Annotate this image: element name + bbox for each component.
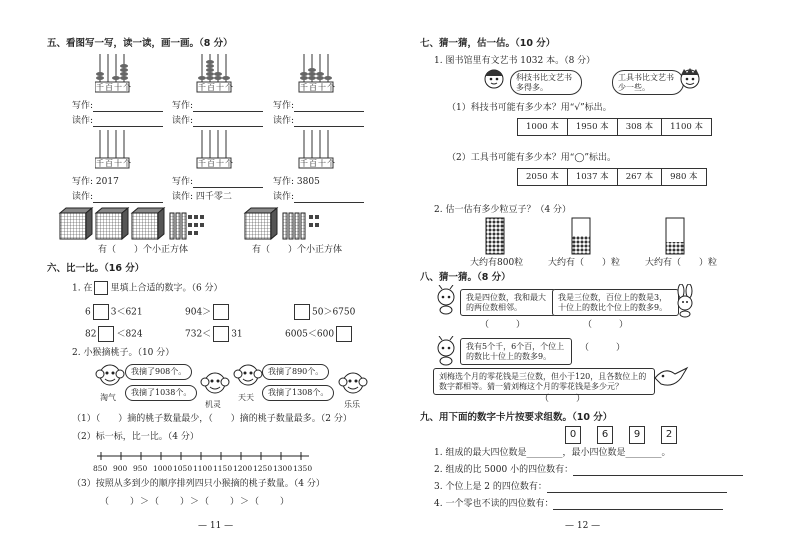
bird-icon bbox=[653, 362, 689, 390]
s6-sub1: （1）（ ）摘的桃子数量最少，（ ）摘的桃子数量最多。（2 分） bbox=[72, 414, 352, 424]
boy-icon bbox=[674, 66, 706, 100]
speech-bubble-4: 我摘了1308个。 bbox=[262, 385, 334, 401]
answer-paren-3: （ ） bbox=[580, 343, 626, 353]
write-row-1: 写作: bbox=[72, 101, 163, 112]
s9-line1: 1. 组成的最大四位数是________，最小四位数是________。 bbox=[434, 448, 671, 458]
number-line-label: 1300 bbox=[273, 464, 293, 473]
speech-bubble-tools: 工具书比文艺书少一些。 bbox=[612, 70, 684, 95]
section9-title: 九、用下面的数字卡片按要求组数。（10 分） bbox=[420, 412, 613, 423]
order-blanks: （ ）＞（ ）＞（ ）＞（ ） bbox=[100, 497, 291, 507]
s6-sub3: （3）按照从多到少的顺序排列四只小猴摘的桃子数量。（4 分） bbox=[72, 479, 325, 489]
section6-title: 六、比一比。（16 分） bbox=[47, 263, 145, 274]
answer-paren-4: （ ） bbox=[540, 394, 586, 404]
compare-1b: 904＞ bbox=[185, 304, 231, 320]
cube-caption-1: 有（ ）个小正方体 bbox=[98, 245, 189, 255]
jar-estimate-3: 大约有（ ）粒 bbox=[645, 258, 718, 268]
name-tiantian: 天天 bbox=[238, 393, 254, 402]
number-line-label: 1200 bbox=[233, 464, 253, 473]
ant-icon bbox=[432, 285, 460, 315]
ant-icon bbox=[432, 336, 460, 366]
number-line bbox=[95, 450, 315, 462]
options-table-2: 2050 本 1037 本 267 本 980 本 bbox=[517, 168, 707, 186]
jar-estimate-2: 大约有（ ）粒 bbox=[548, 258, 621, 268]
answer-paren-1: （ ） bbox=[480, 320, 526, 330]
read-row-1: 读作: bbox=[72, 116, 163, 127]
compare-2c: 6005＜600 bbox=[285, 326, 354, 342]
page-number-12: — 12 — bbox=[565, 521, 601, 531]
name-lele: 乐乐 bbox=[344, 400, 360, 409]
number-line-label: 850 bbox=[93, 464, 108, 473]
s9-line2: 2. 组成的比 5000 小的四位数有： bbox=[434, 465, 743, 476]
answer-paren-2: （ ） bbox=[583, 320, 629, 330]
girl-icon bbox=[480, 66, 508, 96]
section8-title: 八、猜一猜。（8 分） bbox=[420, 272, 511, 283]
write-row-2: 写作: 2017 bbox=[72, 177, 119, 187]
page-number-11: — 11 — bbox=[198, 521, 234, 531]
rabbit-icon bbox=[672, 284, 698, 318]
monkey-icon bbox=[95, 362, 125, 392]
compare-1c: 50＞6750 bbox=[292, 304, 355, 320]
number-line-label: 1250 bbox=[253, 464, 273, 473]
place-labels-1: 千百十个 bbox=[96, 83, 132, 92]
riddle-bubble-3: 我有5个千，6个百，个位上的数比十位上的数多9。 bbox=[460, 338, 572, 365]
riddle-bubble-1: 我是四位数，我和最大的两位数相邻。 bbox=[460, 289, 556, 316]
number-card: 0 bbox=[565, 426, 581, 444]
s6-sub2: （2）标一标，比一比。（4 分） bbox=[72, 432, 199, 442]
s9-line3: 3. 个位上是 2 的四位数有： bbox=[434, 482, 727, 493]
speech-bubble-3: 我摘了890个。 bbox=[262, 364, 329, 380]
bean-jars bbox=[484, 216, 714, 256]
place-labels-2: 千百十个 bbox=[198, 83, 234, 92]
compare-2a: 82 ＜824 bbox=[85, 326, 143, 342]
place-labels-3: 千百十个 bbox=[300, 83, 336, 92]
speech-bubble-science: 科技书比文艺书多得多。 bbox=[510, 70, 582, 95]
number-line-label: 1050 bbox=[173, 464, 193, 473]
number-card: 6 bbox=[597, 426, 613, 444]
number-card: 2 bbox=[661, 426, 677, 444]
number-line-label: 1150 bbox=[213, 464, 233, 473]
monkey-icon bbox=[233, 362, 263, 392]
number-cards bbox=[565, 426, 693, 444]
number-line-label: 1100 bbox=[193, 464, 213, 473]
riddle-bubble-2: 我是三位数，百位上的数是3，十位上的数比个位上的数多9。 bbox=[552, 289, 679, 316]
number-line-label: 900 bbox=[113, 464, 128, 473]
speech-bubble-2: 我摘了1038个。 bbox=[125, 385, 197, 401]
cube-caption-2: 有（ ）个小正方体 bbox=[252, 245, 343, 255]
number-line-label: 1000 bbox=[153, 464, 173, 473]
monkey-icon bbox=[338, 370, 368, 400]
s7-q1: 1. 图书馆里有文艺书 1032 本。（8 分） bbox=[434, 56, 596, 66]
riddle-bubble-4: 刘梅选个月的零花钱是三位数，但小于120，且各数位上的数字都相等。猜一猜刘梅这个月的零花钱是多少元？ bbox=[433, 368, 655, 395]
s7-sub2: （2）工具书可能有多少本？用“◯”标出。 bbox=[447, 153, 617, 163]
name-taoqi: 淘气 bbox=[100, 393, 116, 402]
name-jiling: 机灵 bbox=[205, 400, 221, 409]
number-card: 9 bbox=[629, 426, 645, 444]
s7-q2: 2. 估一估有多少粒豆子？（4 分） bbox=[434, 205, 572, 215]
speech-bubble-1: 我摘了908个。 bbox=[125, 364, 192, 380]
s9-line4: 4. 一个零也不读的四位数有： bbox=[434, 499, 723, 510]
monkey-icon bbox=[200, 370, 230, 400]
s7-sub1: （1）科技书可能有多少本？用“√”标出。 bbox=[447, 103, 612, 113]
options-table-1: 1000 本 1950 本 308 本 1100 本 bbox=[517, 118, 712, 136]
section5-title: 五、看图写一写，读一读，画一画。（8 分） bbox=[47, 38, 233, 49]
section7-title: 七、猜一猜，估一估。（10 分） bbox=[420, 38, 556, 49]
compare-1a: 6 3＜621 bbox=[85, 304, 143, 320]
number-line-label: 950 bbox=[133, 464, 148, 473]
compare-2b: 732＜ 31 bbox=[185, 326, 243, 342]
number-line-label: 1350 bbox=[293, 464, 313, 473]
s6-q1: 1. 在 里填上合适的数字。（6 分） bbox=[72, 281, 223, 295]
jar-estimate-1: 大约有800粒 bbox=[470, 258, 524, 268]
cube-drawings bbox=[58, 207, 358, 243]
s6-q2: 2. 小猴摘桃子。（10 分） bbox=[72, 348, 175, 358]
